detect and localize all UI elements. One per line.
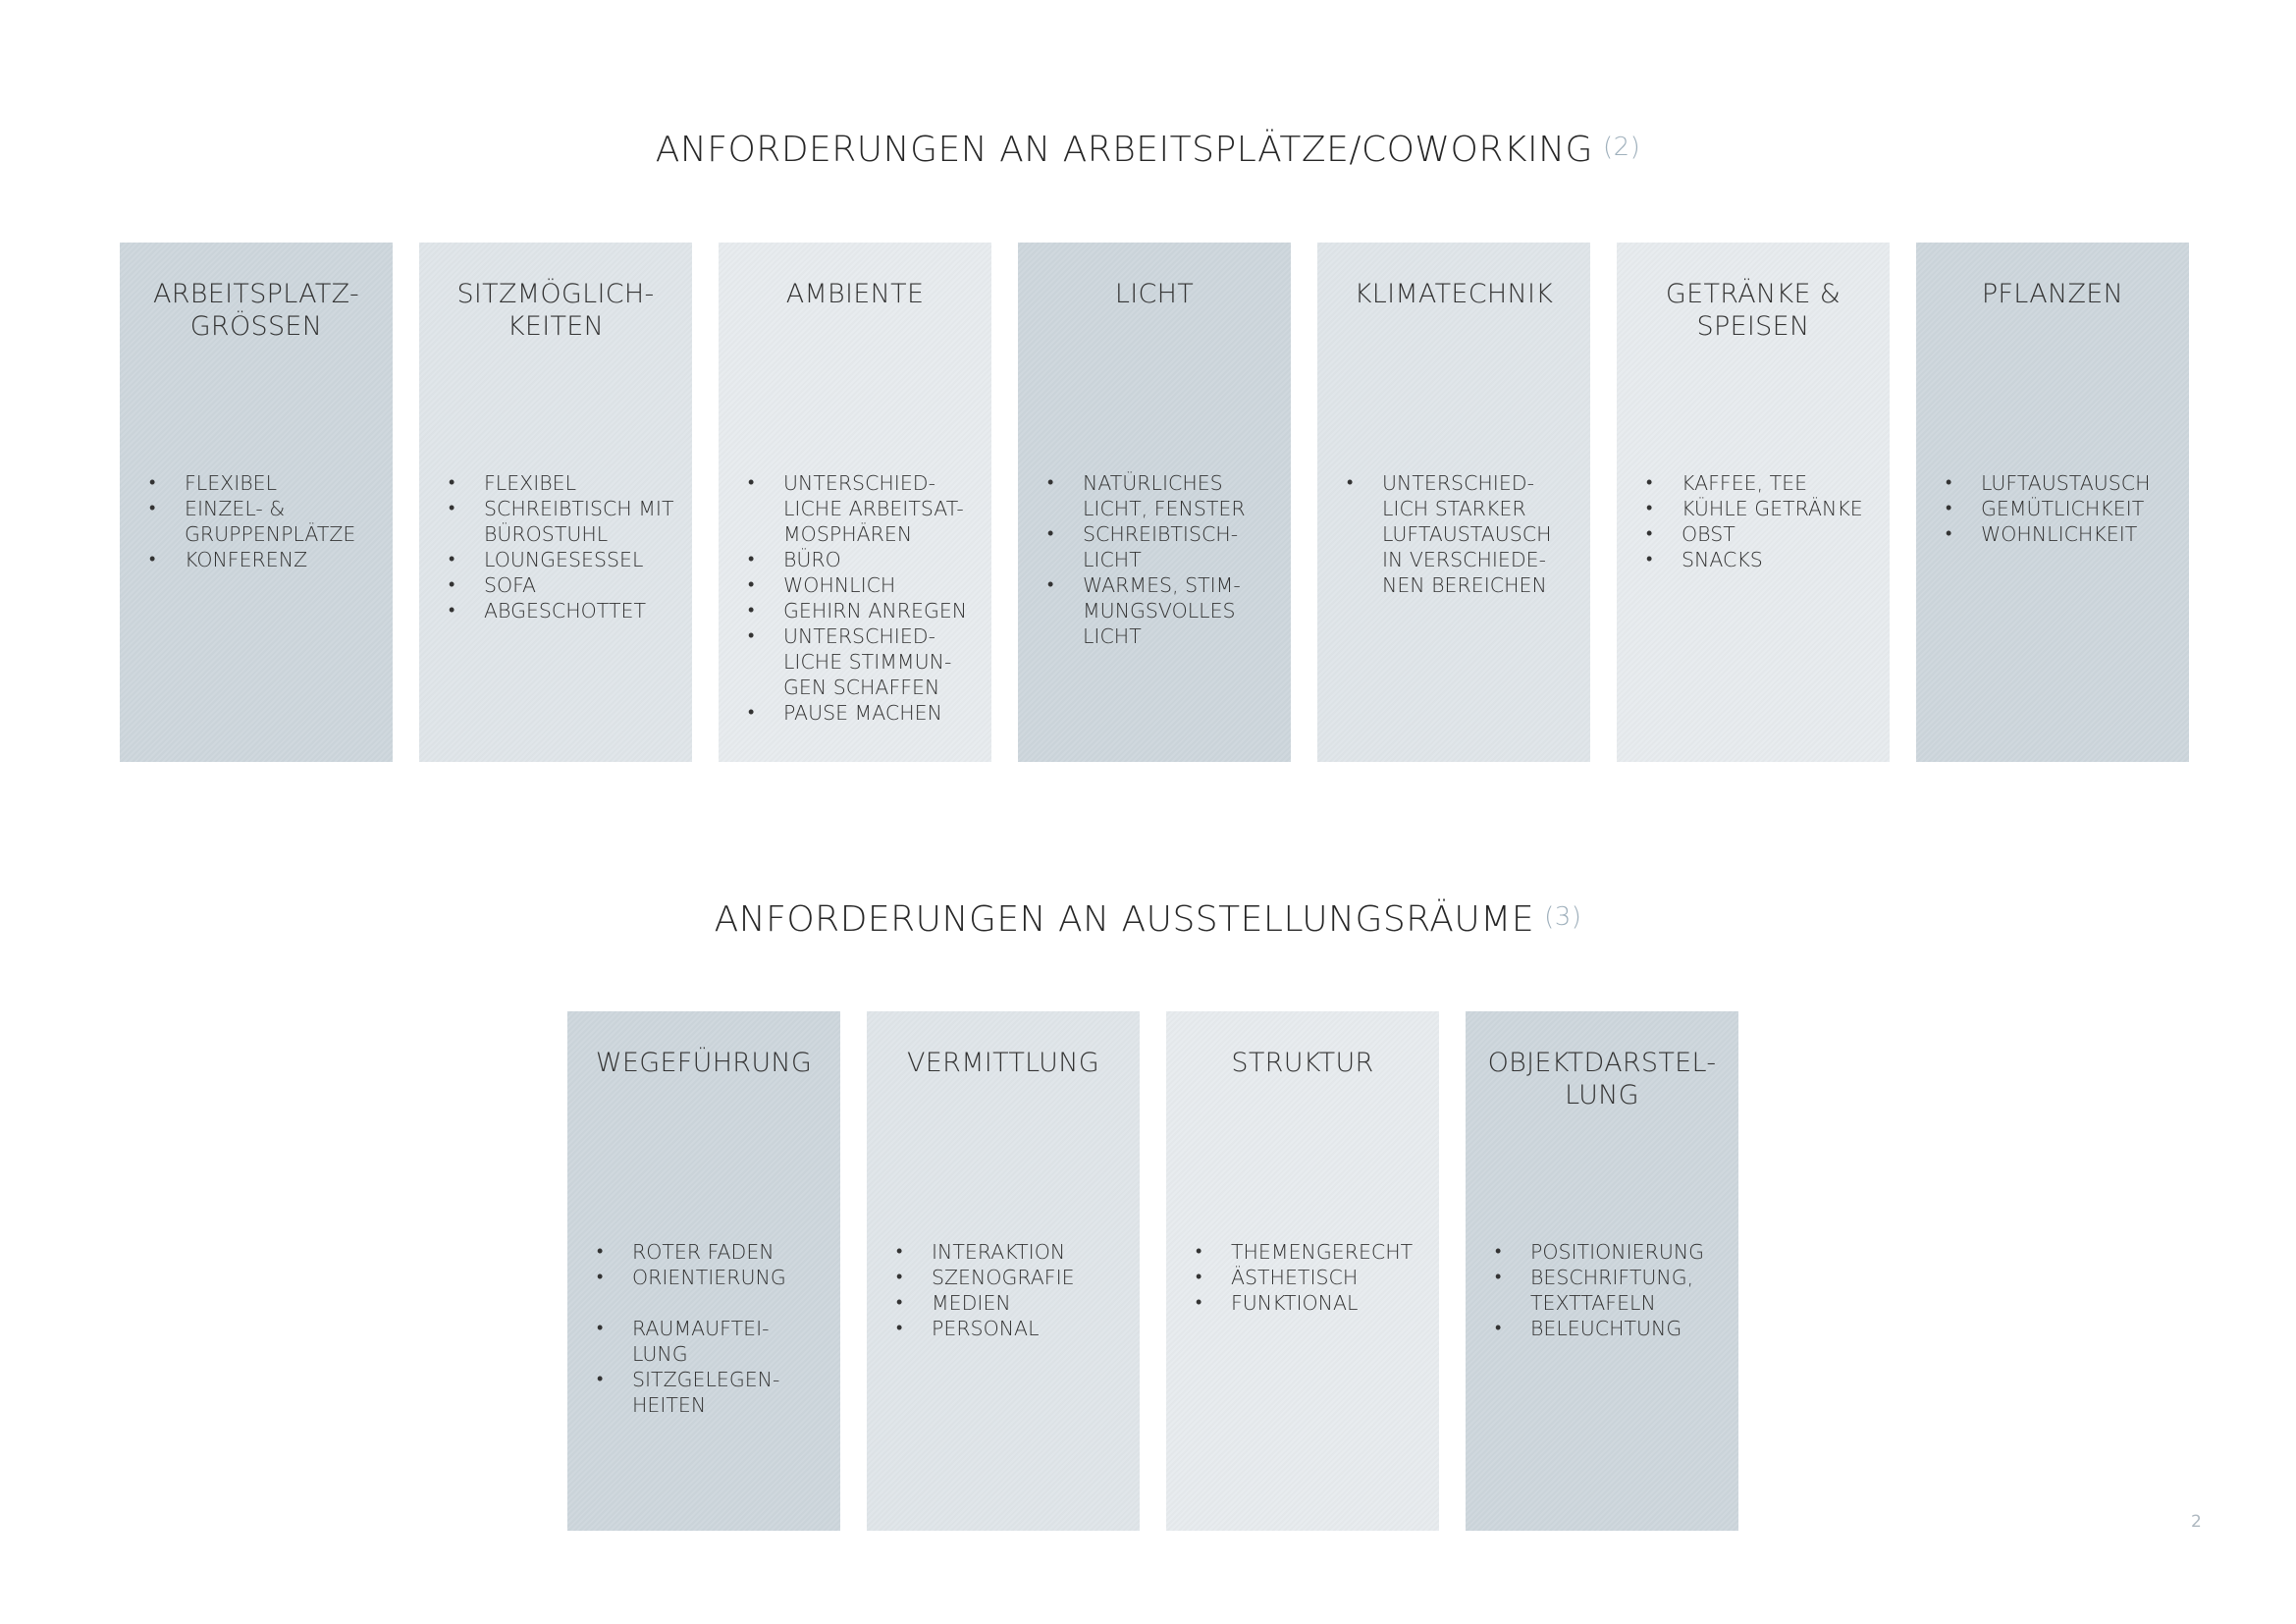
section-title-coworking bbox=[0, 130, 2296, 170]
list-item: • PAUSE MACHEN bbox=[748, 700, 984, 726]
list-item: • FLEXIBEL bbox=[449, 470, 684, 496]
list-item: • POSITIONIERUNG bbox=[1495, 1239, 1731, 1265]
card-bullet-list bbox=[1196, 1239, 1431, 1316]
list-item: • WOHNLICHKEIT bbox=[1946, 521, 2181, 547]
requirement-card bbox=[719, 243, 991, 762]
list-spacer bbox=[597, 1290, 832, 1316]
list-item: • BELEUCHTUNG bbox=[1495, 1316, 1731, 1341]
card-bullet-list bbox=[1047, 470, 1283, 649]
list-item: • SITZGELEGEN- HEITEN bbox=[597, 1367, 832, 1418]
card-title: PFLANZEN bbox=[1981, 279, 2124, 309]
list-item: • MEDIEN bbox=[896, 1290, 1132, 1316]
section-title-text: ANFORDERUNGEN AN AUSSTELLUNGSRÄUME bbox=[714, 899, 1535, 940]
list-item: • UNTERSCHIED- LICHE ARBEITSAT- MOSPHÄREN bbox=[748, 470, 984, 547]
section-title-text: ANFORDERUNGEN AN ARBEITSPLÄTZE/COWORKING bbox=[655, 130, 1593, 170]
list-item: • KAFFEE, TEE bbox=[1646, 470, 1882, 496]
list-item: • UNTERSCHIED- LICH STARKER LUFTAUSTAUSCH IN VERSCHIEDE- NEN BEREICHEN bbox=[1347, 470, 1582, 598]
list-item: • BÜRO bbox=[748, 547, 984, 572]
card-title: SITZMÖGLICH- KEITEN bbox=[456, 279, 655, 342]
list-item: • RAUMAUFTEI- LUNG bbox=[597, 1316, 832, 1367]
list-item: • LUFTAUSTAUSCH bbox=[1946, 470, 2181, 496]
list-item: • ÄSTHETISCH bbox=[1196, 1265, 1431, 1290]
list-item: • WOHNLICH bbox=[748, 572, 984, 598]
list-item: • GEHIRN ANREGEN bbox=[748, 598, 984, 623]
card-bullet-list bbox=[1646, 470, 1882, 572]
coworking-card-row bbox=[120, 243, 2189, 762]
card-bullet-list bbox=[896, 1239, 1132, 1341]
card-bullet-list bbox=[597, 1239, 832, 1418]
list-item: • INTERAKTION bbox=[896, 1239, 1132, 1265]
requirement-card bbox=[1317, 243, 1590, 762]
list-item: • SCHREIBTISCH MIT BÜROSTUHL bbox=[449, 496, 684, 547]
requirement-card bbox=[419, 243, 692, 762]
list-item: • ORIENTIERUNG bbox=[597, 1265, 832, 1290]
list-item: • BESCHRIFTUNG, TEXTTAFELN bbox=[1495, 1265, 1731, 1316]
page-number: 2 bbox=[2191, 1512, 2202, 1532]
card-title: AMBIENTE bbox=[785, 279, 925, 309]
list-item: • ROTER FADEN bbox=[597, 1239, 832, 1265]
list-item: • OBST bbox=[1646, 521, 1882, 547]
list-item: • SZENOGRAFIE bbox=[896, 1265, 1132, 1290]
requirement-card bbox=[867, 1011, 1140, 1531]
list-item: • GEMÜTLICHKEIT bbox=[1946, 496, 2181, 521]
section-reference: (3) bbox=[1544, 902, 1582, 932]
list-item: • THEMENGERECHT bbox=[1196, 1239, 1431, 1265]
list-item: • PERSONAL bbox=[896, 1316, 1132, 1341]
card-title: KLIMATECHNIK bbox=[1354, 279, 1554, 309]
requirement-card bbox=[1466, 1011, 1738, 1531]
card-bullet-list bbox=[449, 470, 684, 623]
list-item: • NATÜRLICHES LICHT, FENSTER bbox=[1047, 470, 1283, 521]
requirement-card bbox=[1018, 243, 1291, 762]
card-bullet-list bbox=[1495, 1239, 1731, 1341]
list-item: • FUNKTIONAL bbox=[1196, 1290, 1431, 1316]
section-reference: (2) bbox=[1602, 133, 1641, 162]
card-bullet-list bbox=[1946, 470, 2181, 547]
requirement-card bbox=[120, 243, 393, 762]
card-bullet-list bbox=[1347, 470, 1582, 598]
list-item: • FLEXIBEL bbox=[149, 470, 385, 496]
list-item: • UNTERSCHIED- LICHE STIMMUN- GEN SCHAFFEN bbox=[748, 623, 984, 700]
requirement-card bbox=[567, 1011, 840, 1531]
list-item: • WARMES, STIM- MUNGSVOLLES LICHT bbox=[1047, 572, 1283, 649]
list-item: • KONFERENZ bbox=[149, 547, 385, 572]
card-title: ARBEITSPLATZ- GRÖSSEN bbox=[152, 279, 360, 342]
list-item: • SOFA bbox=[449, 572, 684, 598]
section-title-exhibition bbox=[0, 899, 2296, 940]
list-item: • EINZEL- & GRUPPENPLÄTZE bbox=[149, 496, 385, 547]
exhibition-card-row bbox=[567, 1011, 1738, 1531]
card-title: OBJEKTDARSTEL- LUNG bbox=[1487, 1048, 1717, 1110]
card-title: VERMITTLUNG bbox=[907, 1048, 1099, 1078]
list-item: • LOUNGESESSEL bbox=[449, 547, 684, 572]
card-bullet-list bbox=[149, 470, 385, 572]
card-title: STRUKTUR bbox=[1231, 1048, 1374, 1078]
requirement-card bbox=[1166, 1011, 1439, 1531]
card-title: LICHT bbox=[1114, 279, 1195, 309]
card-bullet-list bbox=[748, 470, 984, 726]
list-item: • KÜHLE GETRÄNKE bbox=[1646, 496, 1882, 521]
list-item: • SCHREIBTISCH- LICHT bbox=[1047, 521, 1283, 572]
list-item: • ABGESCHOTTET bbox=[449, 598, 684, 623]
requirement-card bbox=[1916, 243, 2189, 762]
requirement-card bbox=[1617, 243, 1890, 762]
card-title: GETRÄNKE & SPEISEN bbox=[1665, 279, 1842, 342]
list-item: • SNACKS bbox=[1646, 547, 1882, 572]
card-title: WEGEFÜHRUNG bbox=[595, 1048, 813, 1078]
